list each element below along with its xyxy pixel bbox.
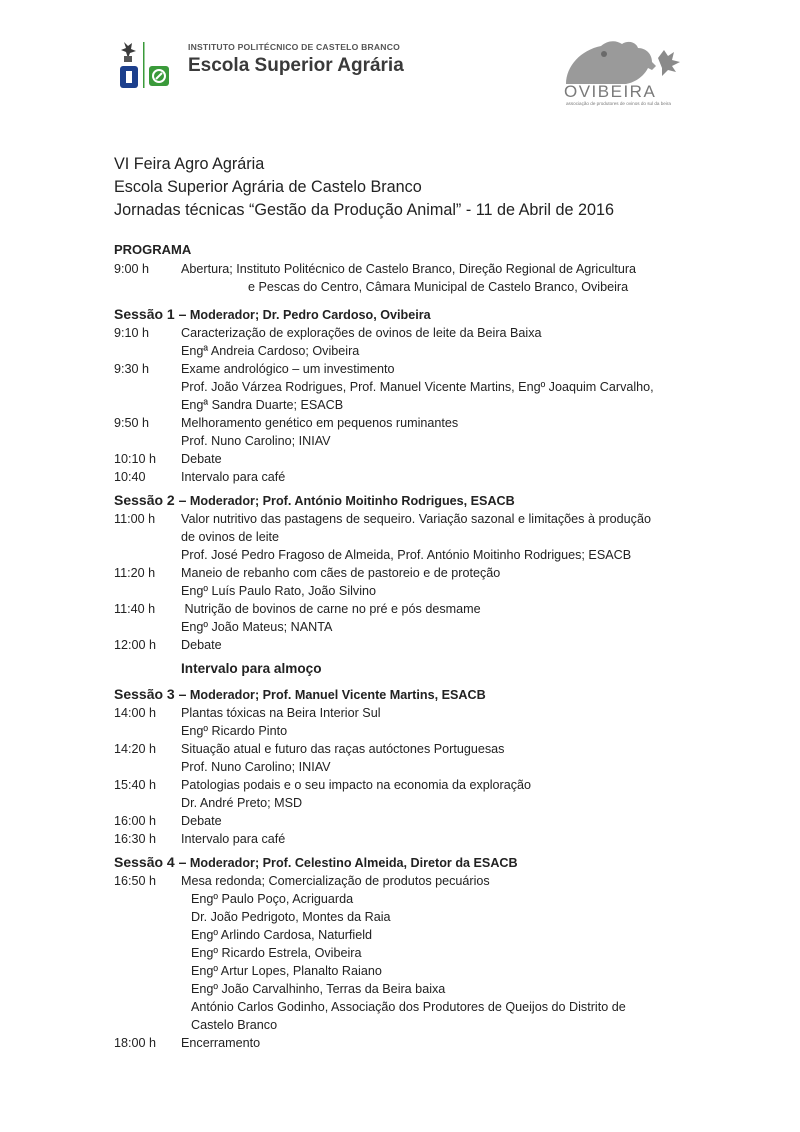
panelist: António Carlos Godinho, Associação dos Produtores de Queijos do Distrito de (191, 1000, 626, 1014)
event-title: VI Feira Agro Agrária (114, 155, 265, 173)
time: 9:00 h (114, 262, 150, 276)
topic: Debate (181, 452, 222, 466)
topic: Exame andrológico – um investimento (181, 362, 395, 376)
sheep-icon (556, 36, 686, 86)
agenda-item (114, 740, 714, 776)
agenda-item (114, 360, 714, 414)
agenda-item (114, 510, 714, 564)
topic: Debate (181, 638, 222, 652)
ovibeira-logo (556, 36, 686, 108)
session-4-heading (114, 852, 714, 872)
school-name: Escola Superior Agrária (188, 55, 404, 76)
agenda-item (114, 830, 714, 848)
time: 14:00 h (114, 706, 157, 720)
event-titles (114, 153, 714, 222)
topic: Situação atual e futuro das raças autóctones Portuguesas (181, 742, 505, 756)
session-moderator: Moderador; Dr. Pedro Cardoso, Ovibeira (186, 308, 431, 322)
time: 10:10 h (114, 452, 157, 466)
topic: Intervalo para café (181, 832, 286, 846)
esa-logo (118, 38, 418, 98)
time: 11:40 h (114, 602, 156, 616)
time: 11:20 h (114, 566, 156, 580)
ovibeira-subtitle: associação de produtores de ovinos do sul da beira (566, 101, 671, 106)
event-host: Escola Superior Agrária de Castelo Branco (114, 178, 422, 196)
speaker: Engª Sandra Duarte; ESACB (181, 398, 344, 412)
agenda-item (114, 468, 714, 486)
topic: Maneio de rebanho com cães de pastoreio e de proteção (181, 566, 501, 580)
event-subtitle: Jornadas técnicas “Gestão da Produção Animal” - 11 de Abril de 2016 (114, 201, 615, 219)
session-label: Sessão 4 – (114, 854, 187, 870)
panelist: Engº João Carvalhinho, Terras da Beira baixa (191, 982, 446, 996)
speaker: Prof. José Pedro Fragoso de Almeida, Prof. António Moitinho Rodrigues; ESACB (181, 548, 632, 562)
topic: Valor nutritivo das pastagens de sequeiro. Variação sazonal e limitações à produção (181, 512, 651, 526)
session-1-heading (114, 304, 714, 324)
program-title: PROGRAMA (114, 242, 192, 257)
session-moderator: Moderador; Prof. Celestino Almeida, Diretor da ESACB (186, 856, 518, 870)
opening-line-1: Abertura; Instituto Politécnico de Castelo Branco, Direção Regional de Agricultura (181, 262, 637, 276)
opening-line-2: e Pescas do Centro, Câmara Municipal de Castelo Branco, Ovibeira (248, 280, 629, 294)
document-header (0, 0, 800, 120)
speaker: Engº Ricardo Pinto (181, 724, 288, 738)
session-label: Sessão 2 – (114, 492, 187, 508)
panelist: Engº Arlindo Cardosa, Naturfield (191, 928, 373, 942)
session-moderator: Moderador; Prof. António Moitinho Rodrigues, ESACB (186, 494, 515, 508)
panelist: Engº Artur Lopes, Planalto Raiano (191, 964, 382, 978)
speaker: Dr. André Preto; MSD (181, 796, 303, 810)
institute-name: INSTITUTO POLITÉCNICO DE CASTELO BRANCO (188, 42, 400, 52)
agenda-item (114, 324, 714, 360)
panelist: Castelo Branco (191, 1018, 278, 1032)
lunch-break: Intervalo para almoço (181, 661, 322, 676)
panelist: Engº Ricardo Estrela, Ovibeira (191, 946, 362, 960)
agenda-item (114, 704, 714, 740)
topic: Nutrição de bovinos de carne no pré e pós desmame (181, 602, 481, 616)
speaker: Prof. Nuno Carolino; INIAV (181, 434, 331, 448)
time: 12:00 h (114, 638, 157, 652)
session-moderator: Moderador; Prof. Manuel Vicente Martins, ESACB (186, 688, 486, 702)
speaker: Engª Andreia Cardoso; Ovibeira (181, 344, 360, 358)
esa-emblem-icon (118, 38, 182, 94)
time: 9:10 h (114, 326, 150, 340)
agenda-item (114, 872, 714, 1034)
topic: Debate (181, 814, 222, 828)
agenda-item (114, 1034, 714, 1052)
time: 18:00 h (114, 1036, 157, 1050)
speaker: Engº João Mateus; NANTA (181, 620, 333, 634)
topic: Melhoramento genético em pequenos ruminantes (181, 416, 459, 430)
time: 11:00 h (114, 512, 156, 526)
agenda-item (114, 600, 714, 636)
topic: de ovinos de leite (181, 530, 280, 544)
speaker: Engº Luís Paulo Rato, João Silvino (181, 584, 377, 598)
session-2-heading (114, 490, 714, 510)
speaker: Prof. Nuno Carolino; INIAV (181, 760, 331, 774)
panelist: Dr. João Pedrigoto, Montes da Raia (191, 910, 391, 924)
time: 9:30 h (114, 362, 150, 376)
topic: Encerramento (181, 1036, 261, 1050)
program (114, 240, 714, 1052)
topic: Plantas tóxicas na Beira Interior Sul (181, 706, 381, 720)
time: 16:00 h (114, 814, 157, 828)
panelist: Engº Paulo Poço, Acriguarda (191, 892, 354, 906)
session-label: Sessão 1 – (114, 306, 187, 322)
agenda-item (114, 636, 714, 654)
time: 9:50 h (114, 416, 150, 430)
time: 16:50 h (114, 874, 157, 888)
session-3-heading (114, 684, 714, 704)
topic: Patologias podais e o seu impacto na economia da exploração (181, 778, 532, 792)
time: 14:20 h (114, 742, 157, 756)
topic: Mesa redonda; Comercialização de produtos pecuários (181, 874, 490, 888)
opening-row (114, 260, 714, 296)
agenda-item (114, 776, 714, 812)
agenda-item (114, 414, 714, 450)
topic: Caracterização de explorações de ovinos de leite da Beira Baixa (181, 326, 542, 340)
agenda-item (114, 564, 714, 600)
time: 10:40 (114, 470, 146, 484)
topic: Intervalo para café (181, 470, 286, 484)
time: 15:40 h (114, 778, 157, 792)
agenda-item (114, 450, 714, 468)
speaker: Prof. João Várzea Rodrigues, Prof. Manuel Vicente Martins, Engº Joaquim Carvalho, (181, 380, 654, 394)
session-label: Sessão 3 – (114, 686, 187, 702)
ovibeira-wordmark: OVIBEIRA (564, 82, 657, 101)
agenda-item (114, 812, 714, 830)
time: 16:30 h (114, 832, 157, 846)
